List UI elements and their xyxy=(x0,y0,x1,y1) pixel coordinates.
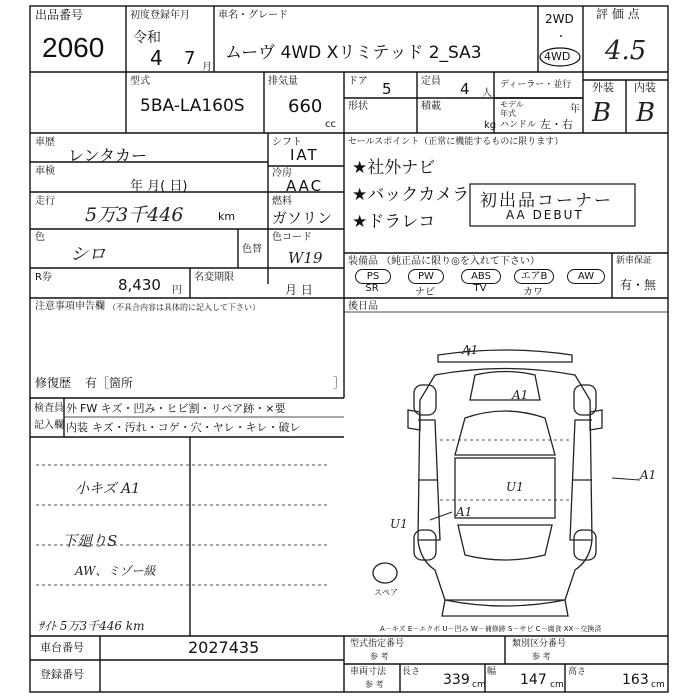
yen-unit: 円 xyxy=(172,285,182,296)
equip-abs: ABS xyxy=(461,269,501,284)
repair-history-label: 修復歴 xyxy=(35,376,72,390)
year-unit: 年 xyxy=(570,104,580,115)
kg-unit: kg xyxy=(484,120,497,131)
color-code: W19 xyxy=(288,249,323,267)
exterior-label: 外装 xyxy=(592,81,614,94)
height-unit: cm xyxy=(651,680,665,690)
damage-mark-hood: A1 xyxy=(512,388,529,402)
interior-grade: B xyxy=(636,98,656,128)
handle-value: 左・右 xyxy=(540,118,573,131)
repair-history-value: 有［箇所 xyxy=(85,376,134,390)
height-value: 163 xyxy=(622,672,649,688)
history: レンタカー xyxy=(68,146,147,165)
interior-check-label: 内装 xyxy=(66,421,88,434)
damage-mark-left-u: U1 xyxy=(390,517,408,531)
car-name: ムーヴ 4WD Xリミテッド 2_SA3 xyxy=(225,43,482,63)
exterior-grade: B xyxy=(592,98,612,128)
inspection-label: 車検 xyxy=(35,166,55,177)
debut-stamp-title: 初出品コーナー xyxy=(480,191,613,211)
inspector-label: 検査員 xyxy=(34,403,64,414)
displacement: 660 xyxy=(288,96,323,117)
displacement-label: 排気量 xyxy=(268,76,298,87)
equip-sr: SR xyxy=(365,283,379,294)
lot-number: 2060 xyxy=(42,32,105,63)
registration-month: 7 xyxy=(184,48,196,69)
spare-label: スペア xyxy=(374,588,398,597)
color: シロ xyxy=(70,244,106,265)
interior-label: 内装 xyxy=(634,81,656,94)
handwritten-note-2: 下廻りS xyxy=(62,532,118,550)
capacity-label: 定員 xyxy=(421,76,441,87)
color-change-label: 色替 xyxy=(242,244,262,255)
length-value: 339 xyxy=(443,672,470,688)
km-unit: km xyxy=(218,210,236,223)
score: 4.5 xyxy=(605,36,647,66)
width-unit: cm xyxy=(550,680,564,690)
damage-mark-roof: U1 xyxy=(506,480,524,494)
length-label: 長さ xyxy=(402,667,421,677)
damage-mark-front: A1 xyxy=(462,343,479,357)
equip-tv: TV xyxy=(473,283,487,294)
interior-check-items: キズ・汚れ・コゲ・穴・ヤレ・キレ・破レ xyxy=(92,421,301,434)
height-label: 高さ xyxy=(568,667,587,677)
model-spec-label: 型式指定番号 xyxy=(350,639,405,649)
doors: 5 xyxy=(382,80,392,98)
selling-points-label: セールスポイント（正常に機能するものに限ります） xyxy=(348,137,564,147)
person-unit: 人 xyxy=(482,88,492,99)
equip-ps: PS xyxy=(355,269,391,284)
doors-label: ドア xyxy=(348,76,368,87)
damage-mark-left-a: A1 xyxy=(456,505,473,519)
registration-year: 4 xyxy=(150,46,163,70)
shape-label: 形状 xyxy=(348,101,368,112)
debut-stamp-subtitle: AA DEBUT xyxy=(506,208,584,222)
era: 令和 xyxy=(133,30,161,46)
history-label: 車歴 xyxy=(35,137,55,148)
model-spec-ref: 参 考 xyxy=(370,652,389,661)
repair-history-close: ］ xyxy=(333,376,346,390)
damage-legend: A－キズ E－エクボ U－凹み W－補修跡 S－サビ C－腐食 XX－交換済 xyxy=(380,625,602,633)
lot-number-label: 出品番号 xyxy=(35,8,84,22)
entry-label: 記入欄 xyxy=(34,420,64,431)
chassis-number: 2027435 xyxy=(188,638,260,657)
mileage: 5万3千446 xyxy=(85,204,184,226)
selling-point-3: ★ドラレコ xyxy=(352,212,436,232)
length-unit: cm xyxy=(472,680,486,690)
dimensions-label: 車両寸法 xyxy=(350,667,387,677)
cc-unit: cc xyxy=(325,119,336,130)
equip-leather: カワ xyxy=(523,287,543,298)
drive-2wd: 2WD xyxy=(545,12,574,26)
damage-mark-right: A1 xyxy=(640,468,657,482)
selling-point-2: ★バックカメラ xyxy=(352,185,470,205)
first-registration-label: 初度登録年月 xyxy=(130,10,190,21)
declaration-label: 注意事項申告欄 xyxy=(35,301,105,312)
load-label: 積載 xyxy=(421,101,441,112)
color-label: 色 xyxy=(35,232,45,243)
new-car-warranty-label: 新車保証 xyxy=(616,256,653,266)
fuel-label: 燃料 xyxy=(272,196,292,207)
handwritten-note-3: AW、ミゾー級 xyxy=(75,564,156,578)
recycle-label: R券 xyxy=(35,272,52,283)
dealer-label: ディーラー・並行 xyxy=(500,80,572,90)
class-number-label: 類別区分番号 xyxy=(512,639,567,649)
chassis-label: 車台番号 xyxy=(40,641,84,654)
shift-label: シフト xyxy=(272,137,302,148)
model-code: 5BA-LA160S xyxy=(140,96,245,116)
handwritten-note-4: ｻｲﾄ 5万3千446 km xyxy=(38,619,145,633)
equip-aw: AW xyxy=(567,269,605,284)
handle-label: ハンドル xyxy=(500,120,537,130)
selling-point-1: ★社外ナビ xyxy=(352,158,436,178)
model-label: 型式 xyxy=(130,76,150,87)
shift: IAT xyxy=(290,146,319,164)
rear-items-label: 後日品 xyxy=(348,301,378,312)
capacity: 4 xyxy=(460,80,470,98)
drive-separator: ・ xyxy=(556,32,566,43)
transfer-deadline-label: 名変期限 xyxy=(194,272,234,283)
equip-airbag: エアB xyxy=(514,269,554,284)
class-number-ref: 参 考 xyxy=(532,652,551,661)
new-car-warranty-value: 有・無 xyxy=(620,278,657,292)
ac-label: 冷房 xyxy=(272,168,292,179)
equip-navi: ナビ xyxy=(415,287,435,298)
dimensions-ref: 参 考 xyxy=(365,680,384,689)
recycle-amount: 8,430 xyxy=(118,276,161,294)
inspection-value: 年 月( 日) xyxy=(130,179,188,194)
model-year-label: モデル年式 xyxy=(500,100,524,118)
mileage-label: 走行 xyxy=(35,196,55,207)
fuel: ガソリン xyxy=(272,209,333,227)
registration-number-label: 登録番号 xyxy=(40,668,84,681)
width-label: 幅 xyxy=(487,667,497,677)
month-unit: 月 xyxy=(202,62,212,73)
equip-pw: PW xyxy=(408,269,444,284)
equipment-label: 装備品 （純正品に限り◎を入れて下さい） xyxy=(348,256,540,267)
transfer-deadline: 月 日 xyxy=(285,283,313,297)
declaration-sub: （不具合内容は具体的に記入して下さい） xyxy=(108,303,260,312)
exterior-check-label: 外 xyxy=(66,402,77,415)
score-label: 評 価 点 xyxy=(596,7,640,21)
width-value: 147 xyxy=(520,672,547,688)
handwritten-note-1: 小キズ A1 xyxy=(75,481,141,497)
exterior-check-items: FW キズ・凹み・ヒビ割・リペア跡・×要 xyxy=(80,402,286,415)
name-grade-label: 車名・グレード xyxy=(218,10,288,21)
drive-4wd: 4WD xyxy=(544,50,571,63)
ac: AAC xyxy=(286,177,324,195)
color-code-label: 色コード xyxy=(272,232,312,243)
